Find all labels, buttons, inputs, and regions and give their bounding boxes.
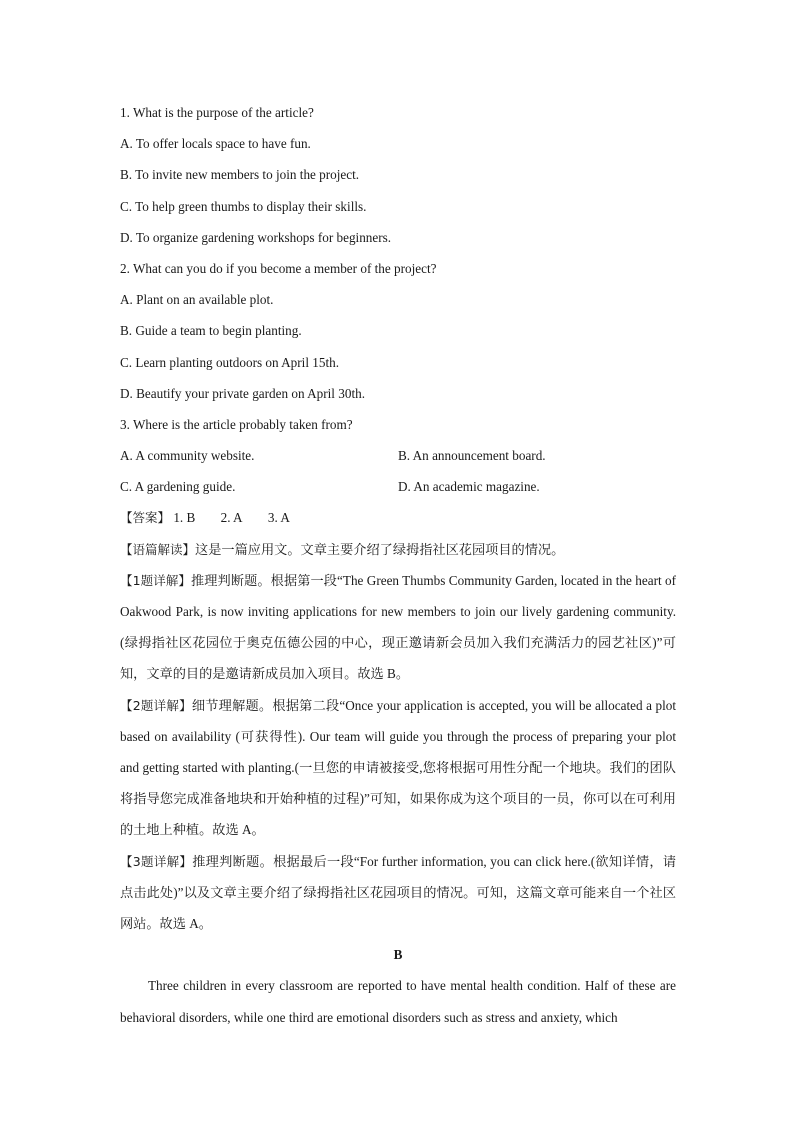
section-b-heading: B: [393, 947, 403, 963]
answer-line: [120, 502, 676, 533]
detail-1-tag: 【1题详解】: [120, 572, 191, 588]
question-1-option-c: C. To help green thumbs to display their skills.: [120, 198, 367, 214]
question-1-option-a: A. To offer locals space to have fun.: [120, 136, 311, 152]
question-3-options-row-1: [120, 440, 676, 471]
answer-item-2: 2. A: [220, 510, 243, 526]
answer-item-1: 1. B: [173, 510, 196, 526]
question-3-options-row-2: [120, 471, 676, 502]
question-1-option-d: D. To organize gardening workshops for beginners.: [120, 229, 392, 245]
detail-2: [120, 690, 676, 846]
question-1-option-b: B. To invite new members to join the project.: [120, 167, 360, 183]
question-2-stem: 2. What can you do if you become a member of the project?: [120, 260, 437, 276]
question-2-option-b: B. Guide a team to begin planting.: [120, 323, 302, 339]
question-1-stem: 1. What is the purpose of the article?: [120, 105, 314, 120]
analysis-line: [120, 534, 676, 565]
question-3-option-d: D. An academic magazine.: [398, 479, 540, 495]
answer-item-3: 3. A: [267, 510, 290, 526]
question-3-option-c: C. A gardening guide.: [120, 479, 236, 495]
document-body: [120, 97, 676, 1033]
answer-tag: 【答案】: [120, 510, 171, 526]
detail-3: [120, 846, 676, 940]
question-3-stem: 3. Where is the article probably taken from?: [120, 416, 353, 432]
detail-1-text: 推理判断题。根据第一段“The Green Thumbs Community Garden, located in the heart of Oakwood Park, is now inviting applications for new members to join our lively gardening community.(绿拇指社区花园位于奥克伍德公园的中心，现正邀请新会员加入我们充满活力的园艺社区)”可知，文章的目的是邀请新成员加入项目。故选 B。: [120, 572, 676, 682]
detail-3-tag: 【3题详解】: [120, 853, 193, 869]
question-3-option-b: B. An announcement board.: [398, 448, 546, 464]
analysis-text: 这是一篇应用文。文章主要介绍了绿拇指社区花园项目的情况。: [195, 541, 565, 557]
question-3-option-a: A. A community website.: [120, 448, 255, 464]
question-2-option-c: C. Learn planting outdoors on April 15th.: [120, 354, 340, 370]
question-2-option-d: D. Beautify your private garden on April 30th.: [120, 385, 366, 401]
detail-2-text: 细节理解题。根据第二段“Once your application is accepted, you will be allocated a plot based on availability (可获得性). Our team will guide you through the process of preparing your plot and getting started with planting.(一旦您的申请被接受,您将根据可用性分配一个地块。我们的团队将指导您完成准备地块和开始种植的过程)”可知，如果你成为这个项目的一员，你可以在可利用的土地上种植。故选 A。: [120, 697, 677, 838]
question-2-option-a: A. Plant on an available plot.: [120, 292, 274, 308]
detail-2-tag: 【2题详解】: [120, 697, 192, 713]
analysis-tag: 【语篇解读】: [120, 541, 196, 557]
detail-1: [120, 565, 676, 690]
detail-3-text: 推理判断题。根据最后一段“For further information, you can click here.(欲知详情，请点击此处)”以及文章主要介绍了绿拇指社区花园项目的情况。可知，这篇文章可能来自一个社区网站。故选 A。: [120, 853, 677, 932]
section-b-paragraph: Three children in every classroom are reported to have mental health condition. Half of these are behavioral disorders, while one third are emotional disorders such as stress and anxiety, which: [120, 978, 676, 1025]
